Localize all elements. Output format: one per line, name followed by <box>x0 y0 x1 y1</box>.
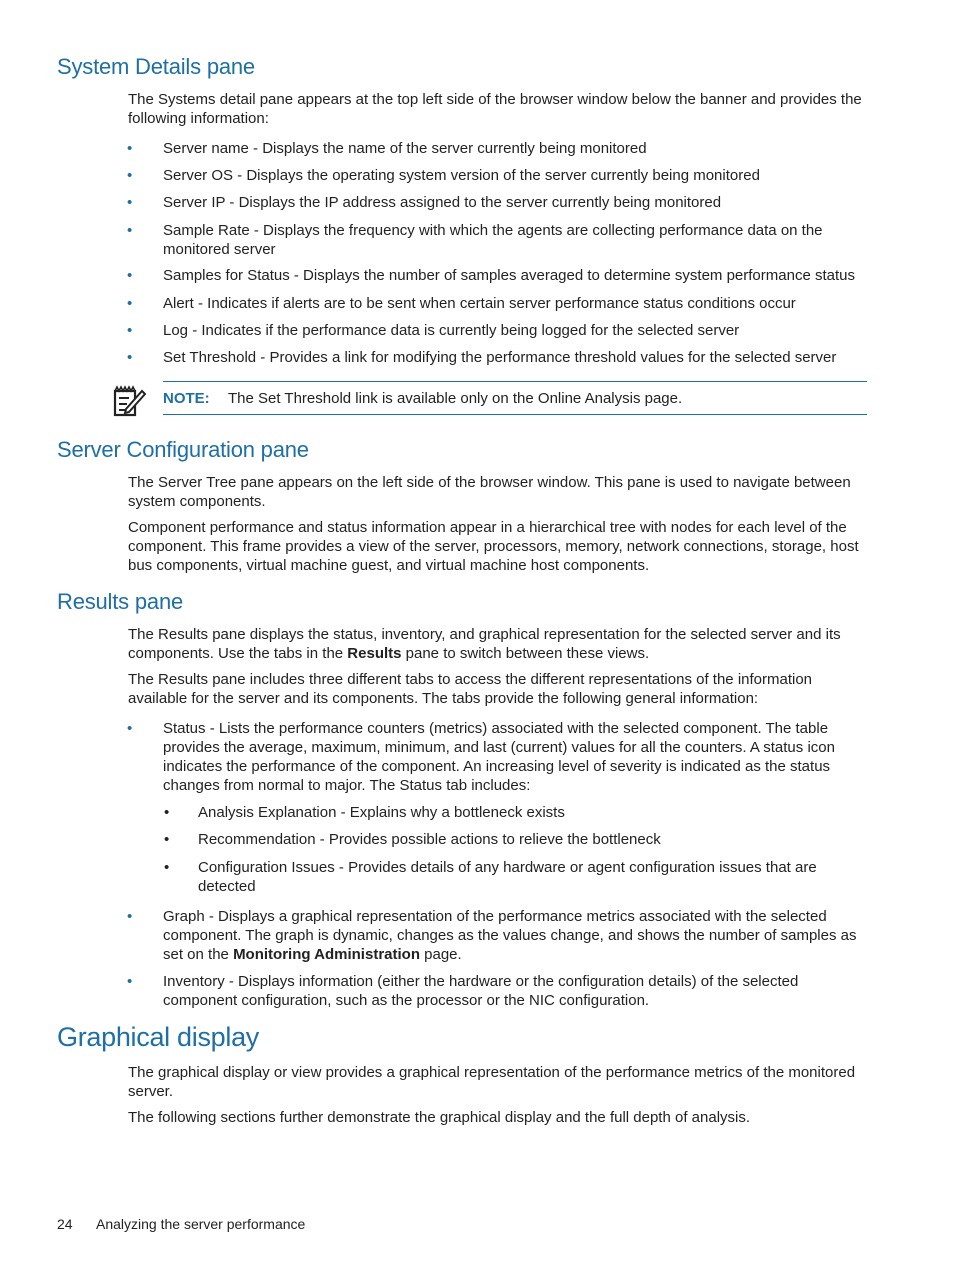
section-heading-graphical-display: Graphical display <box>57 1022 260 1052</box>
paragraph: The Results pane includes three different tabs to access the different representations of the information available for the server and its components. The tabs provide the following general information: <box>128 671 813 707</box>
list-item: • Status - Lists the performance counters (metrics) associated with the selected component. The table provides the average, maximum, minimum, and last (current) values for all the counters. A status icon indicates the performance of the component. An increasing level of severity is indicated as the status changes from normal to major. The Status tab includes: <box>163 719 869 795</box>
footer-title: Analyzing the server performance <box>96 1216 306 1232</box>
sub-list-item: • Configuration Issues - Provides details of any hardware or agent configuration issues that are detected <box>198 858 870 896</box>
list-item: • Alert - Indicates if alerts are to be sent when certain server performance status conditions occur <box>163 294 869 313</box>
section-heading-system-details: System Details pane <box>57 54 255 79</box>
paragraph: The Systems detail pane appears at the top left side of the browser window below the banner and provides the following information: <box>128 91 862 127</box>
paragraph-text: The Results pane displays the status, inventory, and graphical representation for the selected server and its components. Use the tabs in the <box>128 626 841 662</box>
note-box <box>163 381 867 415</box>
paragraph: The graphical display or view provides a graphical representation of the performance metrics of the monitored server. <box>128 1064 856 1100</box>
list-item: • Server OS - Displays the operating system version of the server currently being monitored <box>163 166 869 185</box>
list-item: • Server name - Displays the name of the server currently being monitored <box>163 139 869 158</box>
sub-list-item: • Recommendation - Provides possible actions to relieve the bottleneck <box>198 830 870 849</box>
paragraph <box>128 625 870 663</box>
note-pencil-icon <box>112 385 146 417</box>
page-number: 24 <box>57 1216 73 1232</box>
list-item-text: page. <box>419 946 462 963</box>
list-item: • Log - Indicates if the performance data is currently being logged for the selected server <box>163 321 869 340</box>
note-text: The Set Threshold link is available only on the Online Analysis page. <box>228 390 683 407</box>
section-heading-server-configuration: Server Configuration pane <box>57 437 309 462</box>
sub-list-item: • Analysis Explanation - Explains why a bottleneck exists <box>198 803 870 822</box>
list-item: • Samples for Status - Displays the number of samples averaged to determine system performance status <box>163 266 869 285</box>
bold-term: Monitoring Administration <box>233 946 420 963</box>
section-heading-results-pane: Results pane <box>57 589 184 614</box>
list-item-text: Graph - Displays a graphical representation of the performance metrics associated with the selected component. The graph is dynamic, changes as the values change, and shows the number of samples as set on the <box>163 908 857 963</box>
list-item: • Set Threshold - Provides a link for modifying the performance threshold values for the selected server <box>163 348 869 367</box>
paragraph: The Server Tree pane appears on the left side of the browser window. This pane is used to navigate between system components. <box>128 474 851 510</box>
list-item: • Server IP - Displays the IP address assigned to the server currently being monitored <box>163 193 869 212</box>
list-item: • Sample Rate - Displays the frequency with which the agents are collecting performance data on the monitored server <box>163 221 869 259</box>
page-footer <box>57 1216 305 1232</box>
note-label: NOTE: <box>163 390 210 407</box>
paragraph: Component performance and status information appear in a hierarchical tree with nodes for each level of the component. This frame provides a view of the server, processors, memory, network connections, storage, host bus components, virtual machine guest, and virtual machine host components. <box>128 519 859 574</box>
list-item: • Inventory - Displays information (either the hardware or the configuration details) of the selected component configuration, such as the processor or the NIC configuration. <box>163 972 869 1010</box>
list-item <box>163 907 869 964</box>
paragraph: The following sections further demonstrate the graphical display and the full depth of analysis. <box>128 1109 751 1126</box>
paragraph-text: pane to switch between these views. <box>401 645 650 662</box>
bold-term: Results <box>347 645 402 662</box>
